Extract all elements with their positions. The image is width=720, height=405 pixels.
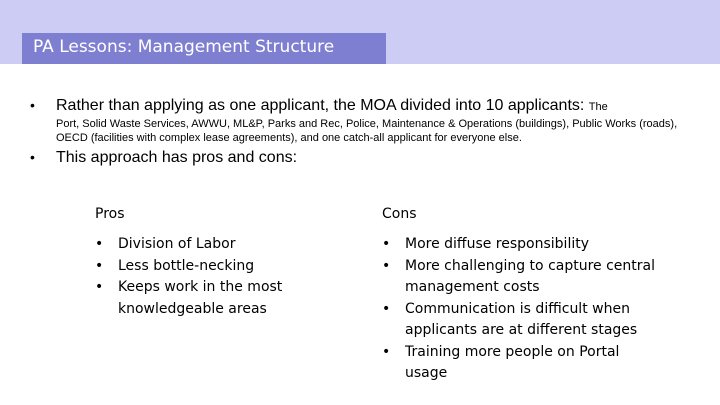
cons-list [382,234,662,385]
list-item: • Less bottle-necking [95,256,345,278]
cons-heading: Cons [382,206,417,222]
list-item: • More challenging to capture central management costs [382,256,662,299]
list-item: • Division of Labor [95,234,345,256]
bullet-dot: • [30,97,35,113]
list-item: • More diffuse responsibility [382,234,662,256]
bullet-lead: This approach has pros and cons: [56,149,298,166]
bullet-detail: Port, Solid Waste Services, AWWU, ML&P, Parks and Rec, Police, Maintenance & Operations (buildings), Public Works (roads), OECD (facilities with complex lease agreements), and one catch-all applicant for everyone else. [56,118,678,144]
pros-column [95,206,345,320]
pros-list [95,234,345,320]
title-bar [0,0,720,64]
cons-column [382,206,662,385]
slide-title: PA Lessons: Management Structure [33,37,335,57]
list-item: • Keeps work in the most knowledgeable areas [95,277,345,320]
pros-heading: Pros [95,206,125,222]
title-strip [22,33,386,64]
bullet-lead: Rather than applying as one applicant, the MOA divided into 10 applicants: The [56,97,608,114]
bullet-dot: • [30,149,35,165]
list-item: • Communication is difficult when applicants are at different stages [382,299,662,342]
list-item: • Training more people on Portal usage [382,342,662,385]
